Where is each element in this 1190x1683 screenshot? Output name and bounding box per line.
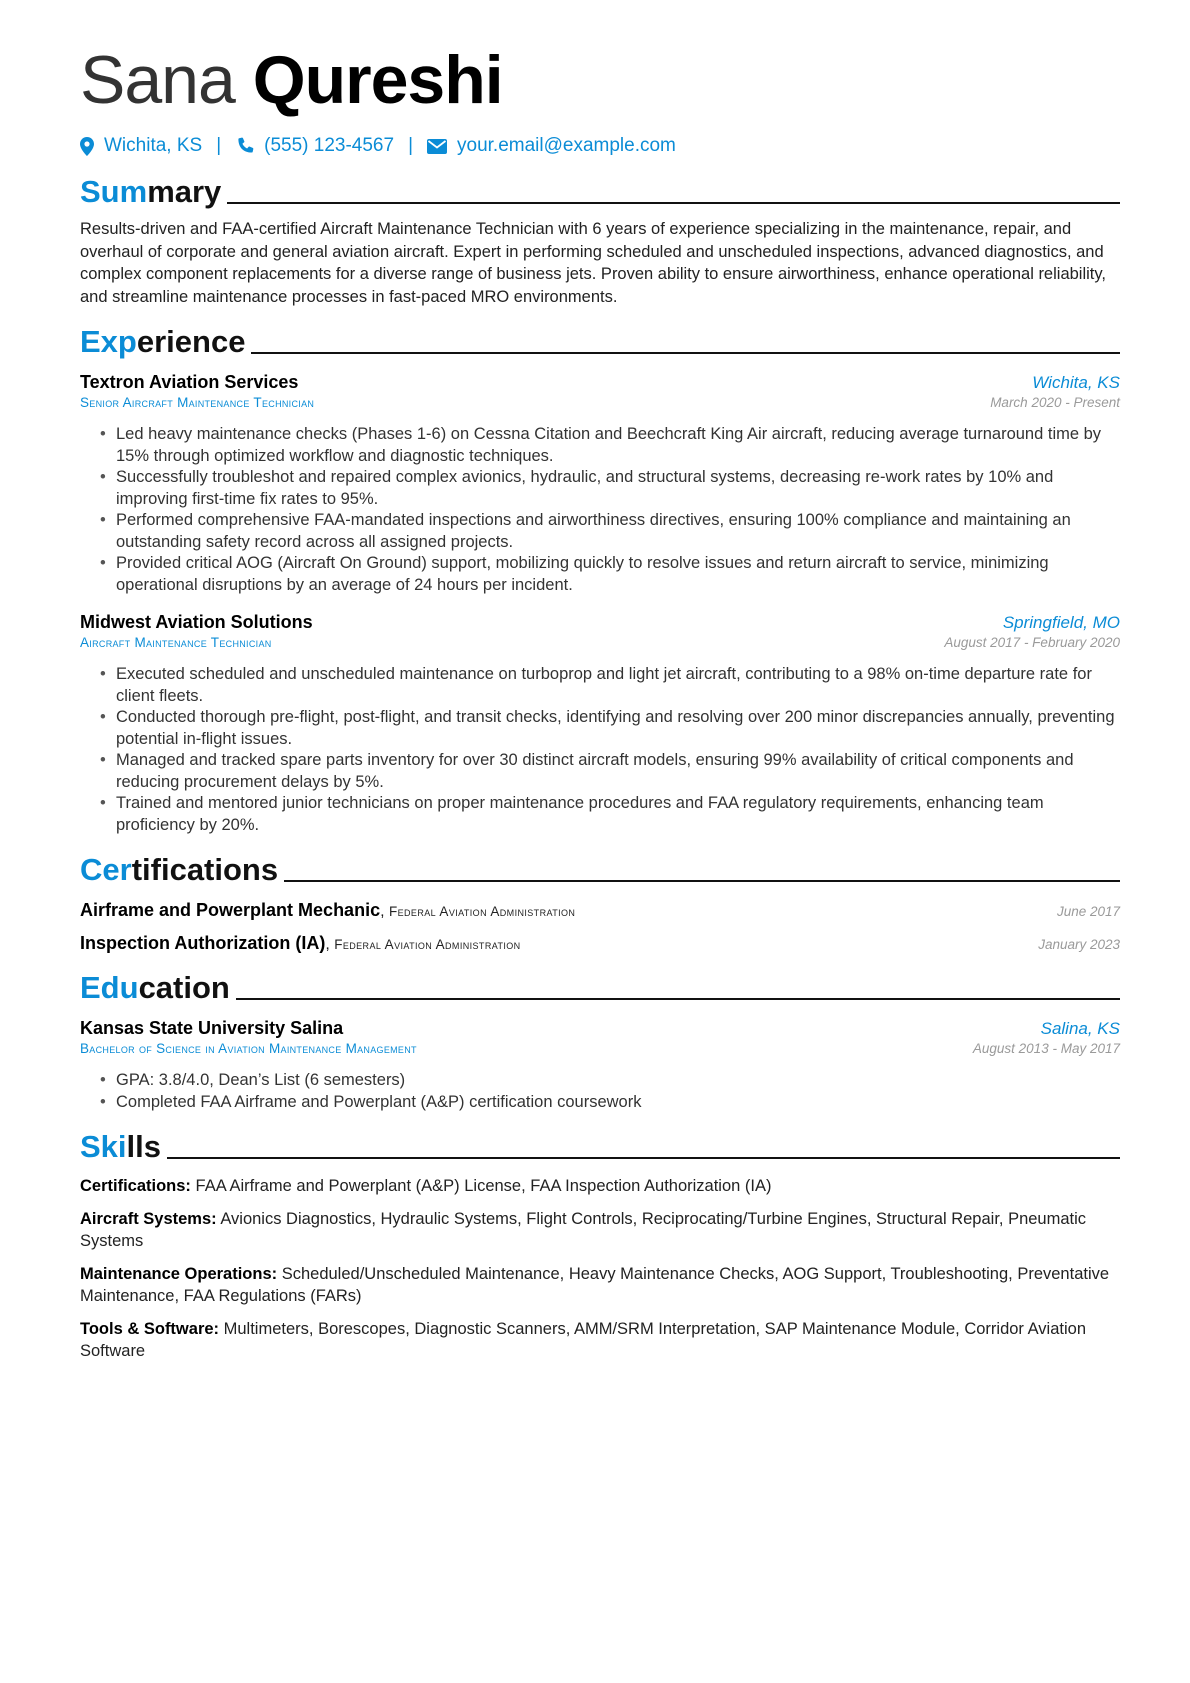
section-heading	[80, 848, 1120, 888]
section-heading	[80, 170, 1120, 210]
section-title-rest: cation	[138, 970, 230, 1005]
company-name: Textron Aviation Services	[80, 372, 299, 392]
skill-row	[80, 1208, 1120, 1253]
skill-value: Multimeters, Borescopes, Diagnostic Scanners, AMM/SRM Interpretation, SAP Maintenance Module, Corridor Aviation Software	[80, 1319, 1087, 1360]
job-header	[80, 372, 1120, 393]
skill-value: FAA Airframe and Powerplant (A&P) License, FAA Inspection Authorization (IA)	[195, 1177, 772, 1195]
bullet-item: • Executed scheduled and unscheduled maintenance on turboprop and light jet aircraft, contributing to a 98% on-time departure rate for client fleets.	[116, 664, 1120, 707]
section-title-rest: erience	[136, 324, 246, 359]
bullet-item: • Managed and tracked spare parts inventory for over 30 distinct aircraft models, ensuring 99% availability of critical components and reducing procurement delays by 5%.	[116, 750, 1120, 793]
contact-phone[interactable]	[235, 135, 394, 157]
summary-text: Results-driven and FAA-certified Aircraft Maintenance Technician with 6 years of experience specializing in the maintenance, repair, and overhaul of corporate and general aviation aircraft. Expert in performing scheduled and unscheduled inspections, advanced diagnostics, and complex component replacements for a diverse range of business jets. Proven ability to ensure airworthiness, enhance operational reliability, and streamline maintenance processes in fast-paced MRO environments.	[80, 220, 1106, 306]
job-subheader	[80, 633, 1120, 650]
job-bullets	[80, 424, 1120, 596]
section-heading	[80, 1125, 1120, 1165]
section-rule	[227, 202, 1120, 204]
section-title	[80, 324, 245, 360]
phone-text: (555) 123-4567	[264, 135, 395, 156]
certification-text: Airframe and Powerplant Mechanic, Federal Aviation Administration	[80, 900, 576, 920]
job-location: Springfield, MO	[1002, 613, 1120, 632]
section-title-accent: Exp	[80, 324, 137, 359]
education-section	[80, 966, 1120, 1113]
job-bullets	[80, 664, 1120, 836]
job-dates: March 2020 - Present	[990, 395, 1120, 410]
job-dates: August 2017 - February 2020	[944, 635, 1120, 650]
contact-separator: |	[216, 135, 222, 156]
section-title-rest: lls	[126, 1129, 161, 1164]
education-subheader	[80, 1039, 1120, 1056]
education-dates: August 2013 - May 2017	[972, 1041, 1120, 1056]
degree-name: Bachelor of Science in Aviation Maintenance Management	[80, 1041, 417, 1056]
certification-name: Airframe and Powerplant Mechanic	[80, 900, 381, 920]
bullet-item: • Conducted thorough pre-flight, post-flight, and transit checks, identifying and resolving over 200 minor discrepancies annually, preventing potential in-flight issues.	[116, 707, 1120, 750]
certification-text: Inspection Authorization (IA), Federal Aviation Administration	[80, 933, 521, 953]
certification-issuer: Federal Aviation Administration	[334, 937, 521, 952]
first-name: Sana	[80, 42, 235, 118]
contact-email[interactable]	[427, 135, 676, 157]
location-text: Wichita, KS	[104, 135, 203, 156]
skill-value: Scheduled/Unscheduled Maintenance, Heavy Maintenance Checks, AOG Support, Troubleshooting, Preventative Maintenance, FAA Regulations (FARs)	[80, 1264, 1110, 1305]
education-entry	[80, 1018, 1120, 1113]
section-title	[80, 970, 230, 1006]
map-pin-icon	[80, 137, 94, 156]
section-title	[80, 1129, 161, 1165]
section-rule	[167, 1157, 1120, 1159]
skill-label: Maintenance Operations:	[80, 1264, 278, 1283]
bullet-item: • Led heavy maintenance checks (Phases 1-6) on Cessna Citation and Beechcraft King Air aircraft, reducing average turnaround time by 15% through optimized workflow and diagnostic techniques.	[116, 424, 1120, 467]
bullet-item: • Performed comprehensive FAA-mandated inspections and airworthiness directives, ensuring 100% compliance and maintaining an outstanding safety record across all assigned projects.	[116, 510, 1120, 553]
envelope-icon	[427, 139, 447, 154]
school-name: Kansas State University Salina	[80, 1018, 344, 1038]
section-heading	[80, 966, 1120, 1006]
school-location: Salina, KS	[1040, 1019, 1120, 1038]
section-title-accent: Ski	[80, 1129, 127, 1164]
job-subheader	[80, 393, 1120, 410]
section-title	[80, 852, 278, 888]
skill-row	[80, 1318, 1120, 1363]
last-name: Qureshi	[252, 42, 503, 118]
skill-row	[80, 1175, 1120, 1198]
job-location: Wichita, KS	[1032, 373, 1120, 392]
email-text: your.email@example.com	[457, 135, 676, 156]
contact-location	[80, 135, 202, 157]
company-name: Midwest Aviation Solutions	[80, 612, 313, 632]
skill-value: Avionics Diagnostics, Hydraulic Systems, Flight Controls, Reciprocating/Turbine Engines, Structural Repair, Pneumatic Systems	[80, 1209, 1087, 1250]
bullet-item: • Provided critical AOG (Aircraft On Ground) support, mobilizing quickly to resolve issues and return aircraft to service, minimizing operational disruptions by an average of 24 hours per incident.	[116, 553, 1120, 596]
education-header	[80, 1018, 1120, 1039]
section-title-accent: Edu	[80, 970, 139, 1005]
skill-label: Tools & Software:	[80, 1319, 220, 1338]
section-rule	[236, 998, 1120, 1000]
certification-name: Inspection Authorization (IA)	[80, 933, 326, 953]
skill-row	[80, 1263, 1120, 1308]
skills-section	[80, 1125, 1120, 1363]
section-title-accent: Cer	[80, 852, 132, 887]
job-title: Aircraft Maintenance Technician	[80, 635, 272, 650]
certification-issuer: Federal Aviation Administration	[388, 904, 576, 919]
section-heading	[80, 320, 1120, 360]
job-title: Senior Aircraft Maintenance Technician	[80, 395, 315, 410]
section-title-accent: Sum	[80, 174, 148, 209]
contact-separator: |	[408, 135, 414, 156]
experience-section	[80, 320, 1120, 836]
contact-info	[80, 134, 1120, 158]
skill-label: Certifications:	[80, 1177, 191, 1195]
bullet-item: • Successfully troubleshot and repaired complex avionics, hydraulic, and structural systems, decreasing re-work rates by 10% and improving first-time fix rates to 95%.	[116, 467, 1120, 510]
certification-item	[80, 933, 1120, 954]
education-bullets	[80, 1070, 1120, 1113]
certifications-section	[80, 848, 1120, 954]
certification-item	[80, 900, 1120, 921]
skill-label: Aircraft Systems:	[80, 1209, 217, 1228]
section-title-rest: mary	[147, 174, 222, 209]
job-entry	[80, 612, 1120, 836]
section-rule	[284, 880, 1120, 882]
job-entry	[80, 372, 1120, 596]
certification-date: January 2023	[1038, 937, 1120, 952]
resume-content	[80, 40, 1120, 1363]
bullet-item: • GPA: 3.8/4.0, Dean’s List (6 semesters)	[116, 1070, 1120, 1092]
section-rule	[251, 352, 1120, 354]
candidate-name	[80, 40, 1120, 120]
summary-section	[80, 170, 1120, 308]
section-title-rest: tifications	[131, 852, 279, 887]
certification-date: June 2017	[1056, 904, 1120, 919]
bullet-item: • Trained and mentored junior technicians on proper maintenance procedures and FAA regulatory requirements, enhancing team proficiency by 20%.	[116, 793, 1120, 836]
bullet-item: • Completed FAA Airframe and Powerplant (A&P) certification coursework	[116, 1092, 1120, 1114]
section-title	[80, 174, 221, 210]
phone-icon	[235, 137, 254, 156]
job-header	[80, 612, 1120, 633]
